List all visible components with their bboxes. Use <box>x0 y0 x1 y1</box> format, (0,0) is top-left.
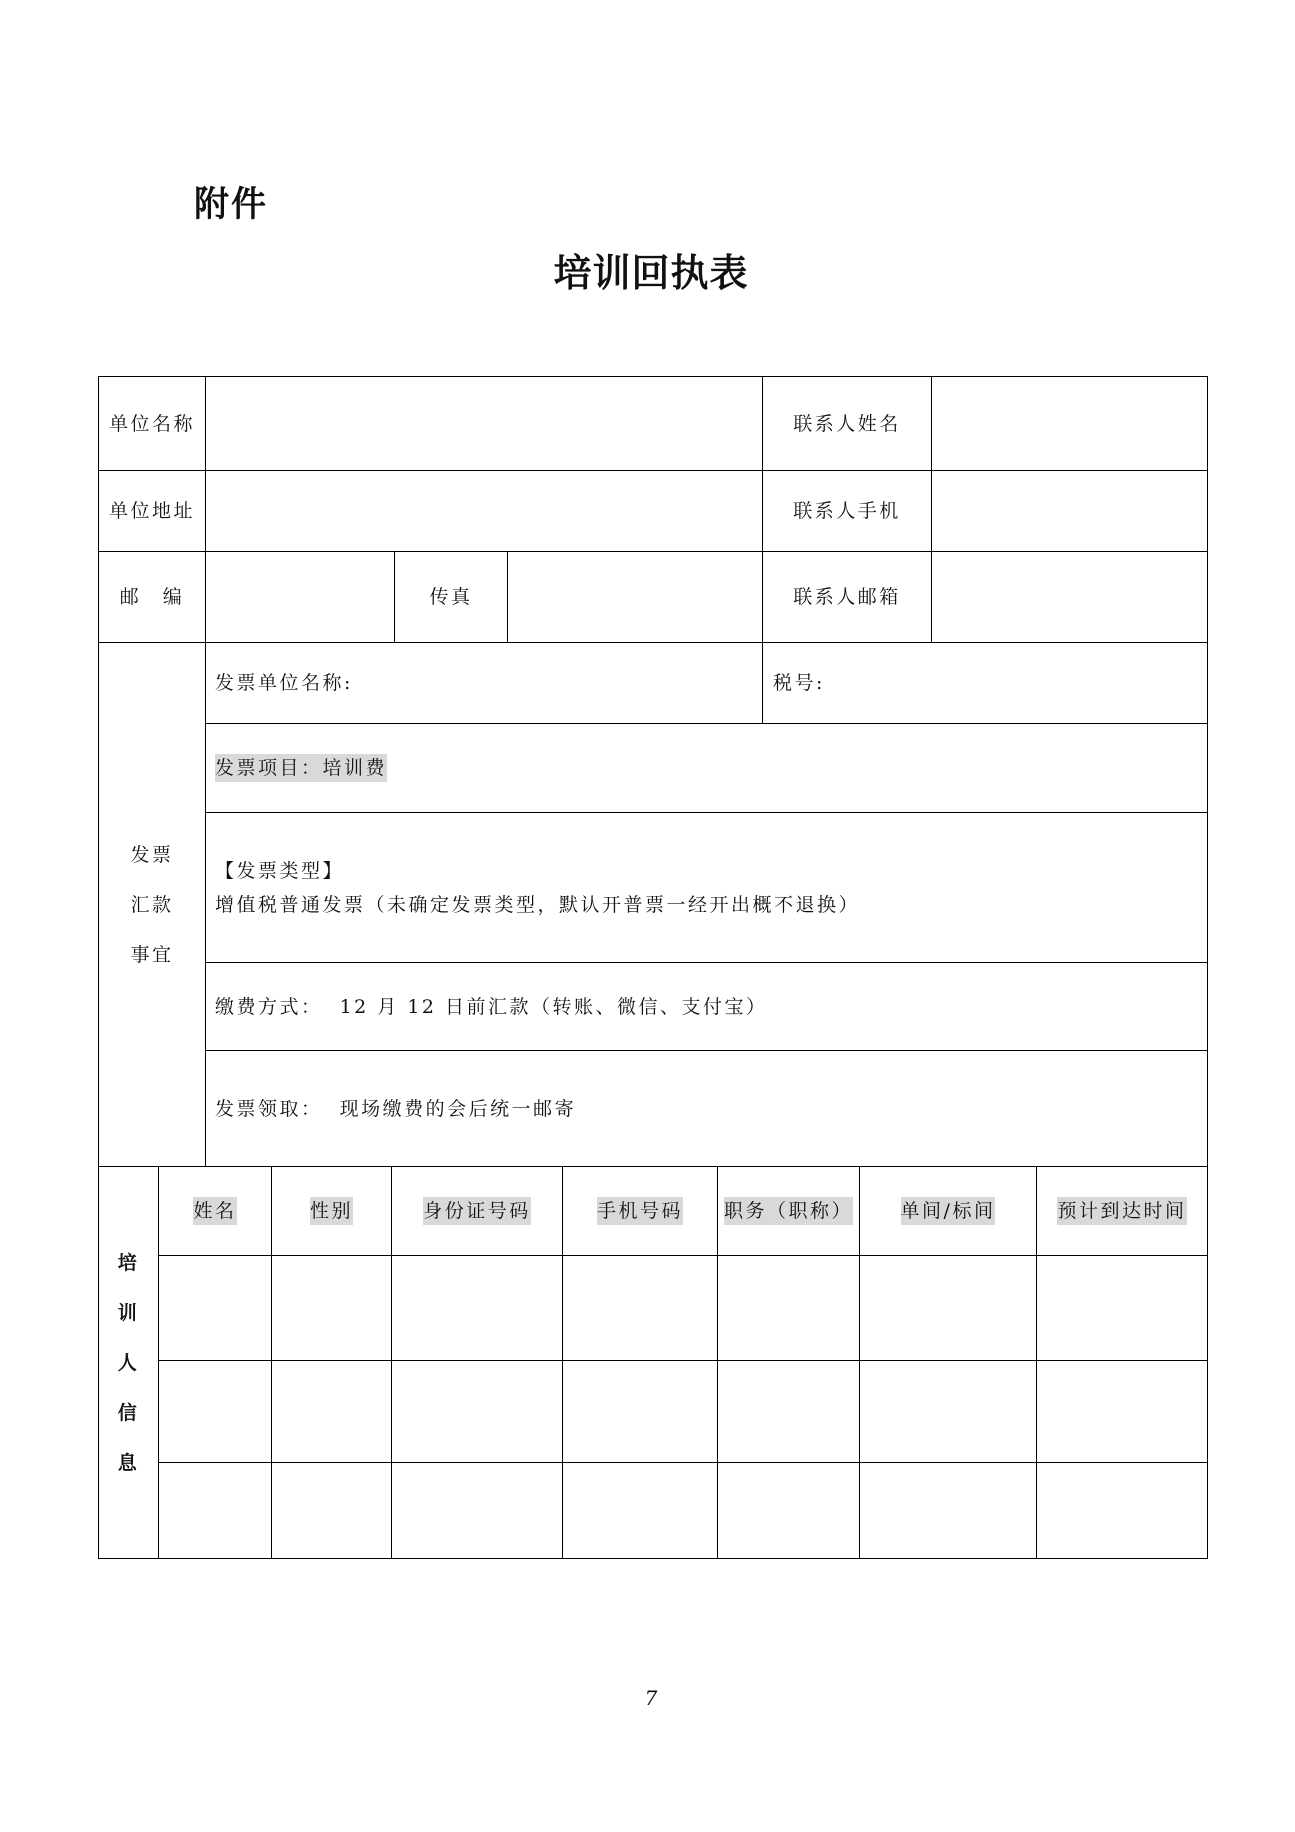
payment-method-cell <box>206 963 1208 1051</box>
column-header-label: 手机号码 <box>597 1197 683 1225</box>
column-header-label: 职务（职称） <box>724 1197 853 1225</box>
trainee-section-label-char: 训 <box>117 1301 140 1324</box>
contact-email-field <box>932 552 1208 643</box>
trainee-cell <box>392 1256 563 1361</box>
unit-name-label: 单位名称 <box>108 412 195 435</box>
trainee-cell <box>159 1463 272 1559</box>
invoice-type-cell <box>206 813 1208 963</box>
trainee-cell <box>718 1256 860 1361</box>
contact-name-label-cell <box>763 377 932 471</box>
invoice-item-cell <box>206 724 1208 813</box>
form-title: 培训回执表 <box>553 250 749 295</box>
trainee-section-label-char: 信 <box>117 1401 140 1424</box>
contact-email-label: 联系人邮箱 <box>793 586 901 608</box>
contact-phone-label: 联系人手机 <box>793 500 901 522</box>
trainee-section-label-char: 息 <box>117 1451 140 1474</box>
column-header-phone <box>563 1167 718 1256</box>
unit-name-field <box>206 377 763 471</box>
invoice-pickup-cell <box>206 1051 1208 1167</box>
trainee-cell <box>563 1361 718 1463</box>
column-header-gender <box>272 1167 392 1256</box>
contact-name-label: 联系人姓名 <box>793 412 901 435</box>
trainee-cell <box>718 1463 860 1559</box>
invoice-company-name-cell <box>206 643 763 724</box>
trainee-cell <box>860 1361 1037 1463</box>
attachment-label: 附件 <box>194 184 269 225</box>
column-header-id-number <box>392 1167 563 1256</box>
invoice-company-name-label: 发票单位名称: <box>215 672 353 694</box>
column-header-position <box>718 1167 860 1256</box>
tax-id-label: 税号: <box>773 672 825 694</box>
trainee-section-label <box>99 1167 159 1559</box>
invoice-section-label-line: 汇款 <box>130 893 174 916</box>
invoice-pickup-text: 发票领取： 现场缴费的会后统一邮寄 <box>215 1097 577 1120</box>
invoice-item-text: 发票项目：培训费 <box>215 754 387 782</box>
unit-address-field <box>206 471 763 552</box>
contact-email-label-cell <box>763 552 932 643</box>
contact-name-field <box>932 377 1208 471</box>
trainee-cell <box>1037 1361 1208 1463</box>
trainee-cell <box>392 1463 563 1559</box>
invoice-section-label-line: 事宜 <box>130 943 174 966</box>
payment-method-text: 缴费方式： 12 月 12 日前汇款（转账、微信、支付宝） <box>215 995 768 1018</box>
trainee-cell <box>563 1463 718 1559</box>
invoice-type-heading: 【发票类型】 <box>215 859 345 882</box>
trainee-section-label-char: 人 <box>117 1351 140 1374</box>
invoice-section-label <box>99 643 206 1167</box>
trainee-cell <box>272 1256 392 1361</box>
unit-address-label-cell <box>99 471 206 552</box>
fax-field <box>508 552 763 643</box>
receipt-form-table <box>98 376 1208 1559</box>
invoice-type-text: 增值税普通发票（未确定发票类型，默认开普票一经开出概不退换） <box>215 893 861 916</box>
fax-label-cell <box>395 552 508 643</box>
trainee-cell <box>860 1256 1037 1361</box>
contact-phone-field <box>932 471 1208 552</box>
postcode-label-cell <box>99 552 206 643</box>
column-header-arrival-time <box>1037 1167 1208 1256</box>
trainee-cell <box>860 1463 1037 1559</box>
column-header-label: 身份证号码 <box>423 1197 531 1225</box>
trainee-cell <box>272 1361 392 1463</box>
trainee-cell <box>563 1256 718 1361</box>
unit-name-label-cell <box>99 377 206 471</box>
column-header-label: 姓名 <box>193 1197 236 1225</box>
postcode-field <box>206 552 395 643</box>
column-header-name <box>159 1167 272 1256</box>
column-header-label: 性别 <box>310 1197 353 1225</box>
column-header-room-type <box>860 1167 1037 1256</box>
trainee-cell <box>1037 1256 1208 1361</box>
postcode-label: 邮 编 <box>119 586 185 608</box>
trainee-cell <box>159 1361 272 1463</box>
tax-id-cell <box>763 643 1208 724</box>
invoice-section-label-line: 发票 <box>130 843 174 866</box>
column-header-label: 单间/标间 <box>901 1197 996 1225</box>
trainee-cell <box>392 1361 563 1463</box>
trainee-cell <box>718 1361 860 1463</box>
trainee-section-label-char: 培 <box>117 1251 140 1274</box>
trainee-cell <box>159 1256 272 1361</box>
page-number: 7 <box>644 1686 658 1710</box>
fax-label: 传真 <box>429 586 473 608</box>
column-header-label: 预计到达时间 <box>1057 1197 1186 1225</box>
trainee-cell <box>272 1463 392 1559</box>
trainee-cell <box>1037 1463 1208 1559</box>
contact-phone-label-cell <box>763 471 932 552</box>
unit-address-label: 单位地址 <box>108 500 195 522</box>
